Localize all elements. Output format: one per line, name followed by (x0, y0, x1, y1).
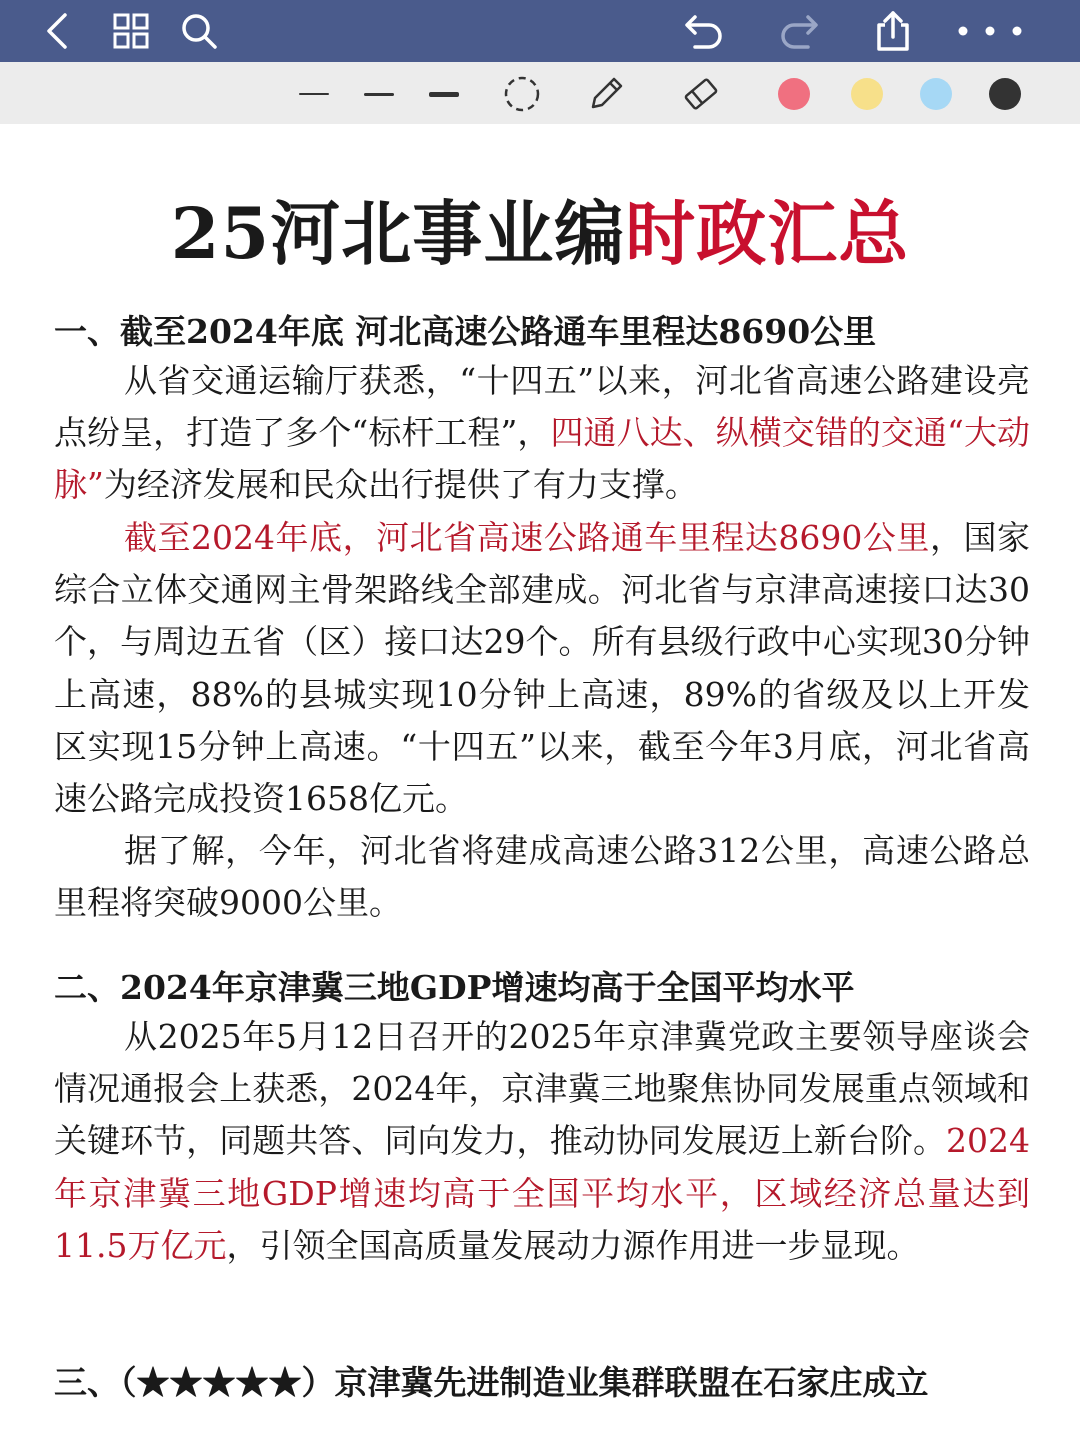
yellow-color-swatch (851, 78, 883, 110)
undo-icon (683, 9, 727, 53)
page-title (0, 178, 1080, 279)
section-2-paragraph-1: 从2025年5月12日召开的2025年京津冀党政主要领导座谈会情况通报会上获悉，2024年，京津冀三地聚焦协同发展重点领域和关键环节，同题共答、同向发力，推动协同发展迈上新台阶。2024年京津冀三地GDP增速均高于全国平均水平，区域经济总量达到11.5万亿元，引领全国高质量发展动力源作用进一步显现。 (54, 1017, 1030, 1265)
thick-line-icon (429, 92, 459, 97)
back-button[interactable] (33, 6, 83, 56)
color-blue-button[interactable] (913, 71, 959, 117)
color-pink-button[interactable] (771, 71, 817, 117)
grid-icon (112, 12, 150, 50)
section-2-heading: 二、2024年京津冀三地GDP增速均高于全国平均水平 (54, 968, 855, 1007)
annotation-toolbar (0, 62, 1080, 124)
eraser-button[interactable] (678, 71, 724, 117)
highlight-text: 截至2024年底，河北省高速公路通车里程达8690公里 (124, 518, 930, 557)
top-nav-bar (0, 0, 1080, 62)
pen-thick-button[interactable] (421, 71, 467, 117)
undo-button[interactable] (680, 6, 730, 56)
more-icon (955, 21, 1025, 41)
section-3-heading: 三、（★★★★★）京津冀先进制造业集群联盟在石家庄成立 (54, 1363, 929, 1402)
redo-button[interactable] (773, 6, 823, 56)
section-1-heading: 一、截至2024年底 河北高速公路通车里程达8690公里 (54, 312, 877, 351)
document-page (0, 124, 1080, 1443)
color-black-button[interactable] (982, 71, 1028, 117)
thin-line-icon (299, 93, 329, 95)
share-icon (871, 9, 915, 53)
section-1-paragraph-3: 据了解，今年，河北省将建成高速公路312公里，高速公路总里程将突破9000公里。 (54, 831, 1030, 923)
title-red-part: 时政汇总 (625, 192, 910, 275)
lasso-icon (502, 74, 542, 114)
grid-button[interactable] (106, 6, 156, 56)
title-black-part: 25河北事业编 (170, 192, 626, 275)
search-icon (179, 11, 219, 51)
highlight-text: 四通八达、纵横交错的交通“大动脉” (54, 413, 1030, 505)
medium-line-icon (364, 93, 394, 96)
more-button[interactable] (952, 6, 1028, 56)
pencil-icon (585, 73, 627, 115)
lasso-button[interactable] (499, 71, 545, 117)
section-1-paragraph-2: 截至2024年底，河北省高速公路通车里程达8690公里，国家综合立体交通网主骨架路线全部建成。河北省与京津高速接口达30个，与周边五省（区）接口达29个。所有县级行政中心实现30分钟上高速，88%的县城实现10分钟上高速，89%的省级及以上开发区实现15分钟上高速。“十四五”以来，截至今年3月底，河北省高速公路完成投资1658亿元。 (54, 518, 1030, 819)
chevron-left-icon (38, 11, 78, 51)
blue-color-swatch (920, 78, 952, 110)
highlight-text: 2024年京津冀三地GDP增速均高于全国平均水平，区域经济总量达到11.5万亿元 (54, 1121, 1030, 1265)
search-button[interactable] (174, 6, 224, 56)
eraser-icon (680, 73, 722, 115)
pencil-button[interactable] (583, 71, 629, 117)
redo-icon (776, 9, 820, 53)
color-yellow-button[interactable] (844, 71, 890, 117)
pink-color-swatch (778, 78, 810, 110)
share-button[interactable] (868, 6, 918, 56)
section-1-paragraph-1: 从省交通运输厅获悉，“十四五”以来，河北省高速公路建设亮点纷呈，打造了多个“标杆工程”，四通八达、纵横交错的交通“大动脉”为经济发展和民众出行提供了有力支撑。 (54, 361, 1030, 505)
black-color-swatch (989, 78, 1021, 110)
pen-thin-button[interactable] (291, 71, 337, 117)
pen-medium-button[interactable] (356, 71, 402, 117)
